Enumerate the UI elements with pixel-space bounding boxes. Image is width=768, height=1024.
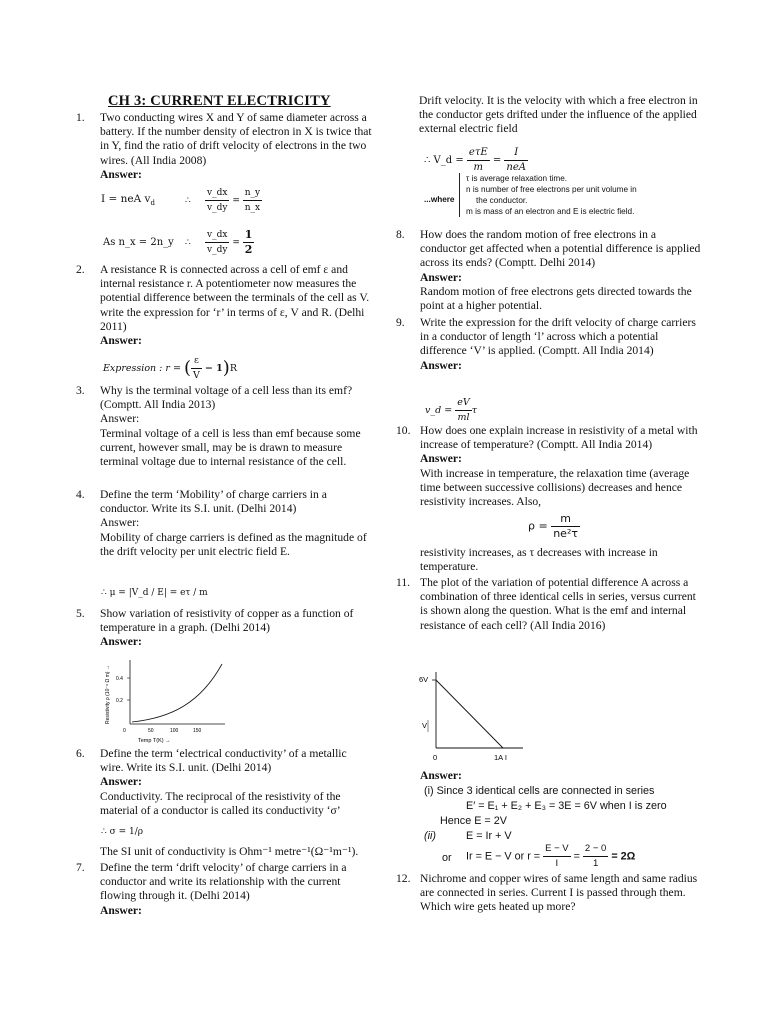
- question-number: 4.: [76, 488, 85, 501]
- ratio-rhs-den: n_x: [244, 203, 261, 214]
- answer-label: Answer:: [420, 358, 462, 372]
- ytick-0.4: 0.4: [116, 676, 123, 682]
- graph-ylabel: Resistivity ρ (10⁻⁸ Ω m) →: [105, 665, 111, 724]
- r-result: = 2Ω: [611, 850, 636, 863]
- graph-y-v: V: [422, 721, 428, 730]
- answer-label: Answer:: [100, 516, 140, 530]
- question-text: Define the term ‘Mobility’ of charge carriers in a conductor. Write its S.I. unit. (Delhi 2014): [100, 488, 327, 516]
- formula-drift: ∴ V_d = $\frac{\text{eτE}}{m}$ = $\frac{I}{\text{neA}}$: [424, 146, 528, 175]
- mobility-formula: ∴ μ = |V_d / E| = eτ / m: [101, 588, 208, 598]
- where-line: n is number of free electrons per unit volume in: [466, 185, 637, 194]
- answer-label: Answer:: [420, 270, 462, 284]
- resistivity-lhs: ρ =: [528, 519, 548, 533]
- ratio-rhs-num: n_y: [243, 186, 262, 201]
- expr-r: R: [229, 363, 237, 375]
- answer-formula-r: Ir = E − V or r = $\frac{E - V}{I}$ = $\frac{2 - 0}{1}$ = 2Ω: [466, 842, 635, 871]
- where-line: τ is average relaxation time.: [466, 174, 568, 183]
- expr-num: ε: [191, 354, 202, 369]
- xtick-150: 150: [193, 728, 202, 734]
- ytick-0.2: 0.2: [116, 698, 123, 704]
- question-number: 3.: [76, 384, 85, 397]
- answer-text: With increase in temperature, the relaxation time (average time between successive collisions) decreases and hence resistivity increases. Also,: [420, 466, 690, 509]
- question-number: 12.: [396, 872, 411, 885]
- question-text: Define the term ‘electrical conductivity’ of a metallic wire. Write its S.I. unit. (Delhi 2014): [100, 747, 347, 775]
- r-formula-text: Ir = E − V or r =: [466, 850, 541, 863]
- answer-line-label: (ii): [424, 830, 436, 842]
- question-number: 1.: [76, 111, 85, 124]
- answer-text: Random motion of free electrons gets directed towards the point at a higher potential.: [420, 284, 692, 313]
- resistivity-num: m: [551, 512, 580, 527]
- answer-label: Answer:: [100, 334, 142, 348]
- formula-as-text: As n_x = 2n_y: [103, 237, 174, 248]
- r-frac1-den: I: [555, 858, 559, 870]
- resistivity-den: ne²τ: [553, 527, 578, 541]
- drift-rhs-num: I: [504, 146, 528, 161]
- question-2: [76, 263, 372, 348]
- answer-line: E′ = E₁ + E₂ + E₃ = 3E = 6V when I is zero: [466, 800, 667, 812]
- question-6: [76, 747, 372, 818]
- question-number: 10.: [396, 424, 411, 437]
- graph-x-end: 1A I: [494, 753, 507, 762]
- question-10: [396, 424, 702, 509]
- question-12: [396, 872, 702, 915]
- answer-line: E = Ir + V: [466, 830, 512, 842]
- answer-label: Answer:: [420, 769, 462, 782]
- expr-label: Expression : r =: [103, 363, 181, 375]
- drift-length-num: eV: [455, 396, 471, 411]
- si-unit-text: The SI unit of conductivity is Ohm⁻¹ metre⁻¹(Ω⁻¹m⁻¹).: [100, 845, 359, 858]
- pd-current-graph: [418, 668, 528, 766]
- resistivity-graph: [100, 654, 230, 746]
- drift-length-lhs: v_d =: [425, 405, 453, 417]
- question-text: How does the random motion of free electrons in a conductor get affected when a potential difference is applied across its ends? (Comptt. Delhi 2014): [420, 228, 701, 270]
- expr-tail: − 1: [204, 363, 223, 375]
- drift-velocity-definition: Drift velocity. It is the velocity with which a free electron in the conductor gets drifted under the influence of the applied external electric field: [419, 94, 698, 136]
- question-text: Show variation of resistivity of copper as a function of temperature in a graph. (Delhi 2014): [100, 607, 354, 635]
- answer-text: Conductivity. The reciprocal of the resistivity of the material of a conductor is called its conductivity ‘σ’: [100, 789, 341, 817]
- formula-conductivity: [101, 825, 143, 839]
- question-5: [76, 607, 372, 650]
- formula-drift-length: [425, 396, 477, 425]
- question-3: [76, 384, 372, 469]
- question-number: 11.: [396, 576, 411, 589]
- question-text: Define the term ‘drift velocity’ of charge carriers in a conductor and write its relationship with the current flowing through it. (Delhi 2014): [100, 861, 347, 903]
- drift-rhs-den: neA: [506, 162, 527, 174]
- ratio-num: v_dx: [205, 186, 229, 201]
- therefore-symbol: ∴: [185, 238, 191, 249]
- ratio-den: v_dy: [207, 203, 228, 214]
- question-text: Nichrome and copper wires of same length and same radius are connected in series. Current I is passed through them. Which wire gets heated up more?: [420, 872, 698, 914]
- question-text: A resistance R is connected across a cell of emf ε and internal resistance r. A potentiometer now measures the potential difference between the terminals of the cell as V. write the expression for ‘r’ in terms of ε, V and R. (Delhi 2011): [100, 263, 370, 333]
- question-text: Why is the terminal voltage of a cell less than its emf? (Comptt. All India 2013): [100, 384, 353, 412]
- answer-text: Mobility of charge carriers is defined as the magnitude of the drift velocity per unit electric field E.: [100, 530, 367, 558]
- drift-mid-den: m: [473, 162, 484, 174]
- xtick-50: 50: [148, 728, 154, 734]
- formula-resistivity: [528, 512, 580, 541]
- question-number: 7.: [76, 861, 85, 874]
- question-number: 9.: [396, 316, 405, 329]
- drift-lhs: ∴ V_d =: [424, 155, 464, 167]
- xtick-0: 0: [123, 728, 126, 734]
- result-num: 1: [243, 228, 255, 243]
- resistivity-curve: [132, 664, 222, 722]
- graph-y-6v: 6V: [419, 675, 429, 684]
- question-number: 6.: [76, 747, 85, 760]
- where-line: m is mass of an electron and E is electric field.: [466, 207, 635, 216]
- question-4: [76, 488, 372, 559]
- where-definitions: [459, 173, 699, 217]
- r-frac2-num: 2 − 0: [583, 842, 608, 857]
- answer-line: (i) Since 3 identical cells are connected in series: [424, 785, 655, 797]
- formula-sub: d: [150, 199, 155, 208]
- question-7: [76, 861, 372, 918]
- question-number: 5.: [76, 607, 85, 620]
- question-text: Two conducting wires X and Y of same diameter across a battery. If the number density of electron in X is twice that in Y, find the ratio of drift velocity of electrons in the two wires. (All India 2008): [100, 111, 372, 167]
- question-text: How does one explain increase in resistivity of a metal with increase of temperature? (Comptt. All India 2014): [420, 424, 698, 452]
- conductivity-formula: ∴ σ = 1/ρ: [101, 827, 144, 837]
- question-1: [76, 111, 372, 182]
- formula-text: I = neA v: [101, 193, 151, 205]
- answer-line: Hence E = 2V: [440, 815, 507, 827]
- formula-current: [101, 192, 155, 210]
- answer-label: Answer:: [420, 452, 462, 466]
- xtick-100: 100: [170, 728, 179, 734]
- answer-label: Answer:: [100, 635, 142, 649]
- answer-text: Terminal voltage of a cell is less than emf because some current, however small, may be is drawn to measure terminal voltage due to internal resistance of the cell.: [100, 426, 361, 469]
- answer-tail-text: resistivity increases, as τ decreases with increase in temperature.: [420, 546, 658, 574]
- ratio-den: v_dy: [207, 245, 228, 256]
- result-den: 2: [244, 243, 253, 257]
- question-text: Write the expression for the drift velocity of charge carriers in a conductor of length ‘l’ across which a potential difference ‘V’ is applied. (Comptt. All India 2014): [420, 316, 696, 358]
- formula-result: ∴ $\frac{v\_dx}{v\_dy}$ = $\frac{1}{2}$: [185, 228, 253, 257]
- page-title: CH 3: CURRENT ELECTRICITY: [108, 93, 331, 109]
- answer-label: Answer:: [100, 167, 142, 181]
- expr-den: V: [193, 370, 200, 382]
- formula-ratio: ∴ $\frac{v\_dx}{v\_dy}$ = $\frac{n\_y}{n\_x}$: [185, 186, 262, 215]
- question-number: 8.: [396, 228, 405, 241]
- question-9: [396, 316, 702, 373]
- formula-mobility: [101, 586, 208, 600]
- r-frac1-num: E − V: [543, 842, 571, 857]
- question-number: 2.: [76, 263, 85, 276]
- formula-expression: Expression : r = ( $\frac{\varepsilon}{V}$ − 1)R: [103, 354, 237, 383]
- answer-label: Answer:: [100, 903, 142, 917]
- question-8: [396, 228, 702, 313]
- formula-as: [103, 236, 174, 250]
- answer-label: Answer:: [100, 412, 140, 426]
- graph-x-origin: 0: [433, 753, 438, 762]
- question-text: The plot of the variation of potential difference A across a combination of three identical cells in series, versus current is shown along the question. What is the emf and internal resistance of each cell? (All India 2016): [420, 576, 696, 632]
- question-11: [396, 576, 702, 633]
- graph-xlabel: Temp T(K) →: [138, 738, 171, 744]
- ratio-num: v_dx: [205, 228, 229, 243]
- drift-mid-num: eτE: [467, 146, 490, 161]
- r-frac2-den: 1: [592, 858, 599, 870]
- therefore-symbol: ∴: [185, 196, 191, 207]
- answer-label: Answer:: [100, 775, 142, 789]
- drift-length-den: ml: [457, 412, 470, 424]
- drift-length-tail: τ: [471, 405, 477, 417]
- where-line: the conductor.: [476, 196, 528, 205]
- answer-line-label: or: [442, 852, 452, 864]
- where-label: ...where: [424, 195, 455, 204]
